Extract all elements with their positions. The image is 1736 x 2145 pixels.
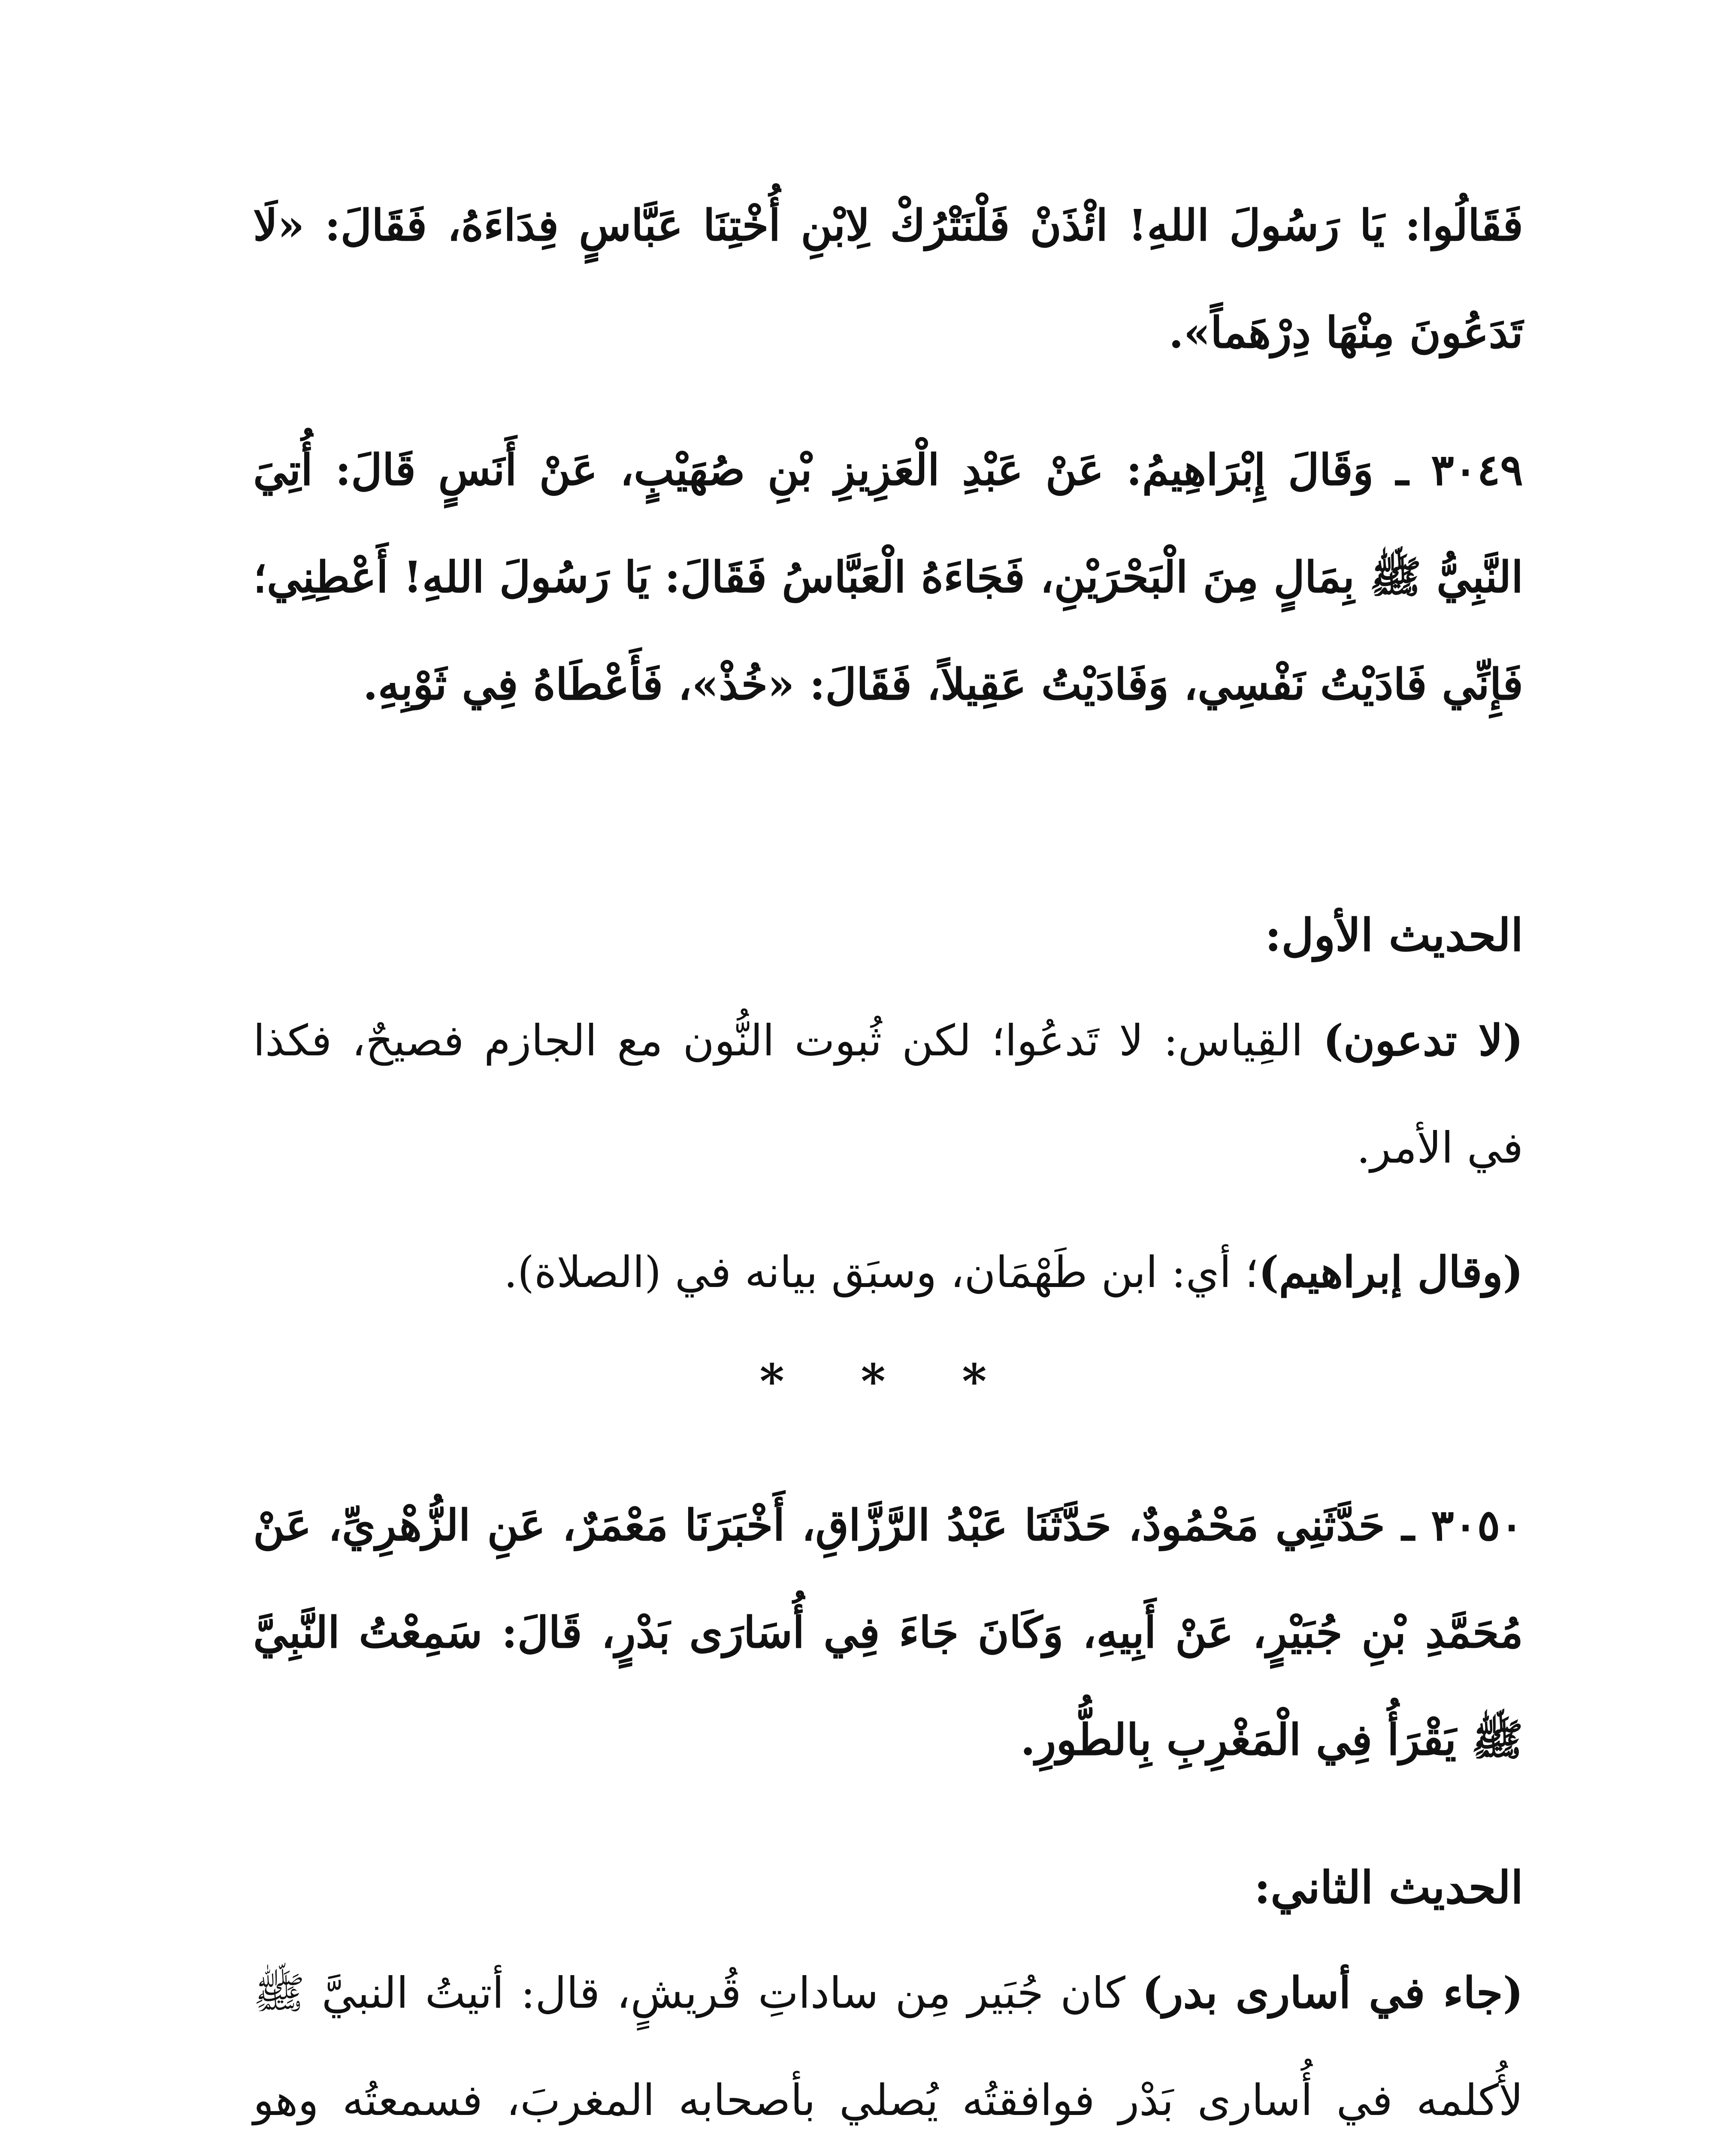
commentary-asara-badr — [253, 1939, 1523, 2145]
commentary-text: القِياس: لا تَدعُوا؛ لكن ثُبوت النُّون مع الجازم فصيحٌ، فكذا في الأمر. — [253, 1015, 1523, 1173]
section-heading-first-hadith: الحديث الأول: — [1265, 909, 1523, 961]
commentary-text: ؛ أي: ابن طَهْمَان، وسبَق بيانه في (الصلاة). — [504, 1247, 1259, 1297]
hadith-3050: ٣٠٥٠ ـ حَدَّثَنِي مَحْمُودٌ، حَدَّثَنَا عَبْدُ الرَّزَّاقِ، أَخْبَرَنَا مَعْمَرٌ، عَنِ الزُّهْرِيِّ، عَنْ مُحَمَّدِ بْنِ جُبَيْرٍ، عَنْ أَبِيهِ، وَكَانَ جَاءَ فِي أُسَارَى بَدْرٍ، قَالَ: سَمِعْتُ النَّبِيَّ ﷺ يَقْرَأُ فِي الْمَغْرِبِ بِالطُّورِ. — [253, 1500, 1523, 1765]
commentary-text: كان جُبَير مِن ساداتِ قُريشٍ، قال: أتيتُ النبيَّ ﷺ لأُكلمه في أُسارى بَدْر فوافقتُه يُصلي بأصحابه المغربَ، فسمعتُه وهو — [253, 1968, 1523, 2125]
section-heading-second-hadith: الحديث الثاني: — [1254, 1861, 1523, 1914]
commentary-wa-qala-ibrahim — [253, 1218, 1523, 1326]
commentary-term: (جاء في أسارى بدر) — [1142, 1967, 1524, 2018]
commentary-term: (وقال إبراهيم) — [1258, 1247, 1523, 1297]
commentary-term: (لا تدعون) — [1323, 1015, 1524, 1066]
hadith-text-continuation: فَقَالُوا: يَا رَسُولَ اللهِ! ائْذَنْ فَلْنَتْرُكْ لِابْنِ أُخْتِنَا عَبَّاسٍ فِدَاءَهُ، فَقَالَ: «لَا تَدَعُونَ مِنْهَا دِرْهَماً». — [253, 200, 1523, 358]
commentary-la-tadaun — [253, 987, 1523, 1202]
section-divider-asterisks: * * * — [759, 1353, 1017, 1409]
hadith-3049: ٣٠٤٩ ـ وَقَالَ إِبْرَاهِيمُ: عَنْ عَبْدِ الْعَزِيزِ بْنِ صُهَيْبٍ، عَنْ أَنَسٍ قَالَ: أُتِيَ النَّبِيُّ ﷺ بِمَالٍ مِنَ الْبَحْرَيْنِ، فَجَاءَهُ الْعَبَّاسُ فَقَالَ: يَا رَسُولَ اللهِ! أَعْطِنِي؛ فَإِنِّي فَادَيْتُ نَفْسِي، وَفَادَيْتُ عَقِيلاً، فَقَالَ: «خُذْ»، فَأَعْطَاهُ فِي ثَوْبِهِ. — [253, 444, 1523, 710]
